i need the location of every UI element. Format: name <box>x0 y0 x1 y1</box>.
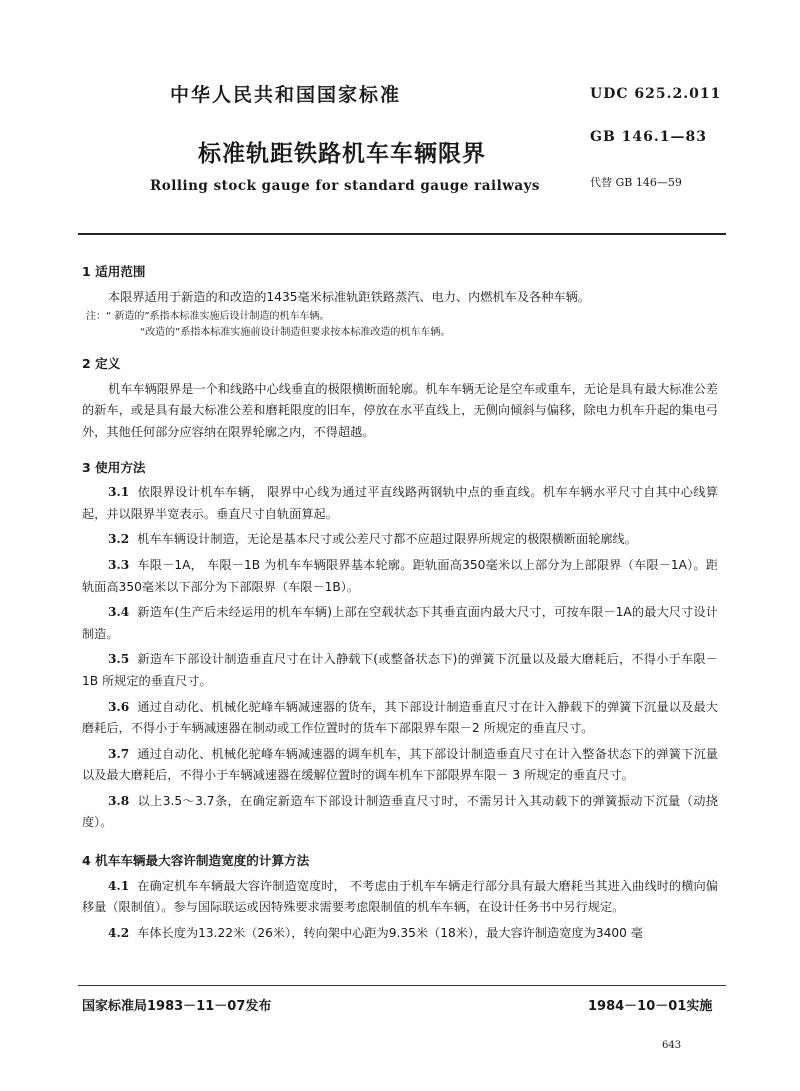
clause-text: 车限－1A， 车限－1B 为机车车辆限界基本轮廓。距轨面高350毫米以上部分为上部限界（车限－1A）。距轨面高350毫米以下部分为下部限界（车限－1B）。 <box>82 557 718 594</box>
standard-org: 中华人民共和国国家标准 <box>170 84 402 106</box>
note: “改造的”系指本标准实施前设计制造但要求按本标准改造的机车车辆。 <box>140 327 451 339</box>
clause <box>82 876 718 919</box>
clause <box>82 602 718 645</box>
clause-text: 新造车(生产后未经运用的机车车辆)上部在空载状态下其垂直面内最大尺寸，可按车限－1A的最大尺寸设计制造。 <box>82 605 718 641</box>
clause <box>82 649 718 692</box>
clause-number: 3.7 <box>108 746 130 761</box>
header-divider <box>78 233 726 235</box>
clause-number: 3.6 <box>108 699 130 714</box>
document-title: 标准轨距铁路机车车辆限界 <box>198 141 486 167</box>
clause-text: 车体长度为13.22米（26米），转向架中心距为9.35米（18米），最大容许制造宽度为3400 毫 <box>137 925 643 940</box>
footer-divider <box>78 985 726 986</box>
clause-number: 3.3 <box>108 557 130 572</box>
replaces-note: 代替 GB 146—59 <box>590 176 682 189</box>
clause <box>82 923 718 945</box>
clause <box>82 697 718 740</box>
clause-text: 通过自动化、机械化驼峰车辆减速器的调车机车，其下部设计制造垂直尺寸在计入整备状态下的弹簧下沉量以及最大磨耗后，不得小于车辆减速器在缓解位置时的调车机车下部限界车限－ 3 所规定的垂直尺寸。 <box>82 746 718 783</box>
clause-text: 新造车下部设计制造垂直尺寸在计入静载下(或整备状态下)的弹簧下沉量以及最大磨耗后，不得小于车限－1B 所规定的垂直尺寸。 <box>82 652 718 688</box>
clause-number: 4.1 <box>108 878 130 893</box>
clause-text: 机车车辆设计制造，无论是基本尺寸或公差尺寸都不应超过限界所规定的极限横断面轮廓线。 <box>137 532 637 547</box>
clause <box>82 744 718 787</box>
clause-text: 以上3.5～3.7条，在确定新造车下部设计制造垂直尺寸时，不需另计入其动载下的弹簧振动下沉量（动挠度）。 <box>82 793 718 830</box>
clause-number: 3.4 <box>108 605 130 620</box>
section-title: 1 适用范围 <box>82 264 146 279</box>
paragraph: 机车车辆限界是一个和线路中心线垂直的极限横断面轮廓。机车车辆无论是空车或重车，无论是具有最大标准公差的新车，或是具有最大标准公差和磨耗限度的旧车，停放在水平直线上，无侧向倾斜与偏移，除电力机车升起的集电弓外，其他任何部分应容纳在限界轮廓之内，不得超越。 <box>82 381 718 439</box>
page-number: 643 <box>662 1040 682 1051</box>
section-title: 2 定义 <box>82 356 121 372</box>
clause-number: 3.2 <box>108 532 130 547</box>
paragraph: 本限界适用于新造的和改造的1435毫米标准轨距铁路蒸汽、电力、内燃机车及各种车辆。 <box>108 289 590 304</box>
clause <box>82 529 718 551</box>
section-title: 4 机车车辆最大容许制造宽度的计算方法 <box>82 853 310 869</box>
clause-text: 依限界设计机车车辆， 限界中心线为通过平直线路两钢轨中点的垂直线。机车车辆水平尺寸自其中心线算起，并以限界半宽表示。垂直尺寸自轨面算起。 <box>82 485 718 521</box>
clause-text: 通过自动化、机械化驼峰车辆减速器的货车，其下部设计制造垂直尺寸在计入静载下的弹簧下沉量以及最大磨耗后，不得小于车辆减速器在制动或工作位置时的货车下部限界车限－2 所规定的垂直尺寸。 <box>82 699 718 736</box>
clause-text: 在确定机车车辆最大容许制造宽度时， 不考虑由于机车车辆走行部分具有最大磨耗当其进入曲线时的横向偏移量（限制值）。参与国际联运或因特殊要求需要考虑限制值的机车车辆，在设计任务书中另行规定。 <box>82 878 718 915</box>
note: 注：“ 新造的”系指本标准实施后设计制造的机车车辆。 <box>86 311 330 323</box>
clause <box>82 791 718 834</box>
udc-code: UDC 625.2.011 <box>590 86 722 102</box>
clause <box>82 555 718 598</box>
gb-code: GB 146.1—83 <box>590 129 707 145</box>
clause-number: 4.2 <box>108 925 130 940</box>
issue-date: 国家标准局1983－11－07发布 <box>82 999 272 1014</box>
section-title: 3 使用方法 <box>82 459 146 475</box>
document-title-en: Rolling stock gauge for standard gauge railways <box>150 178 541 194</box>
clause <box>82 482 718 525</box>
effective-date: 1984－10－01实施 <box>588 999 713 1014</box>
clause-number: 3.5 <box>108 652 130 667</box>
document-body <box>82 261 718 948</box>
clause-number: 3.8 <box>108 793 130 808</box>
clause-number: 3.1 <box>108 485 130 500</box>
